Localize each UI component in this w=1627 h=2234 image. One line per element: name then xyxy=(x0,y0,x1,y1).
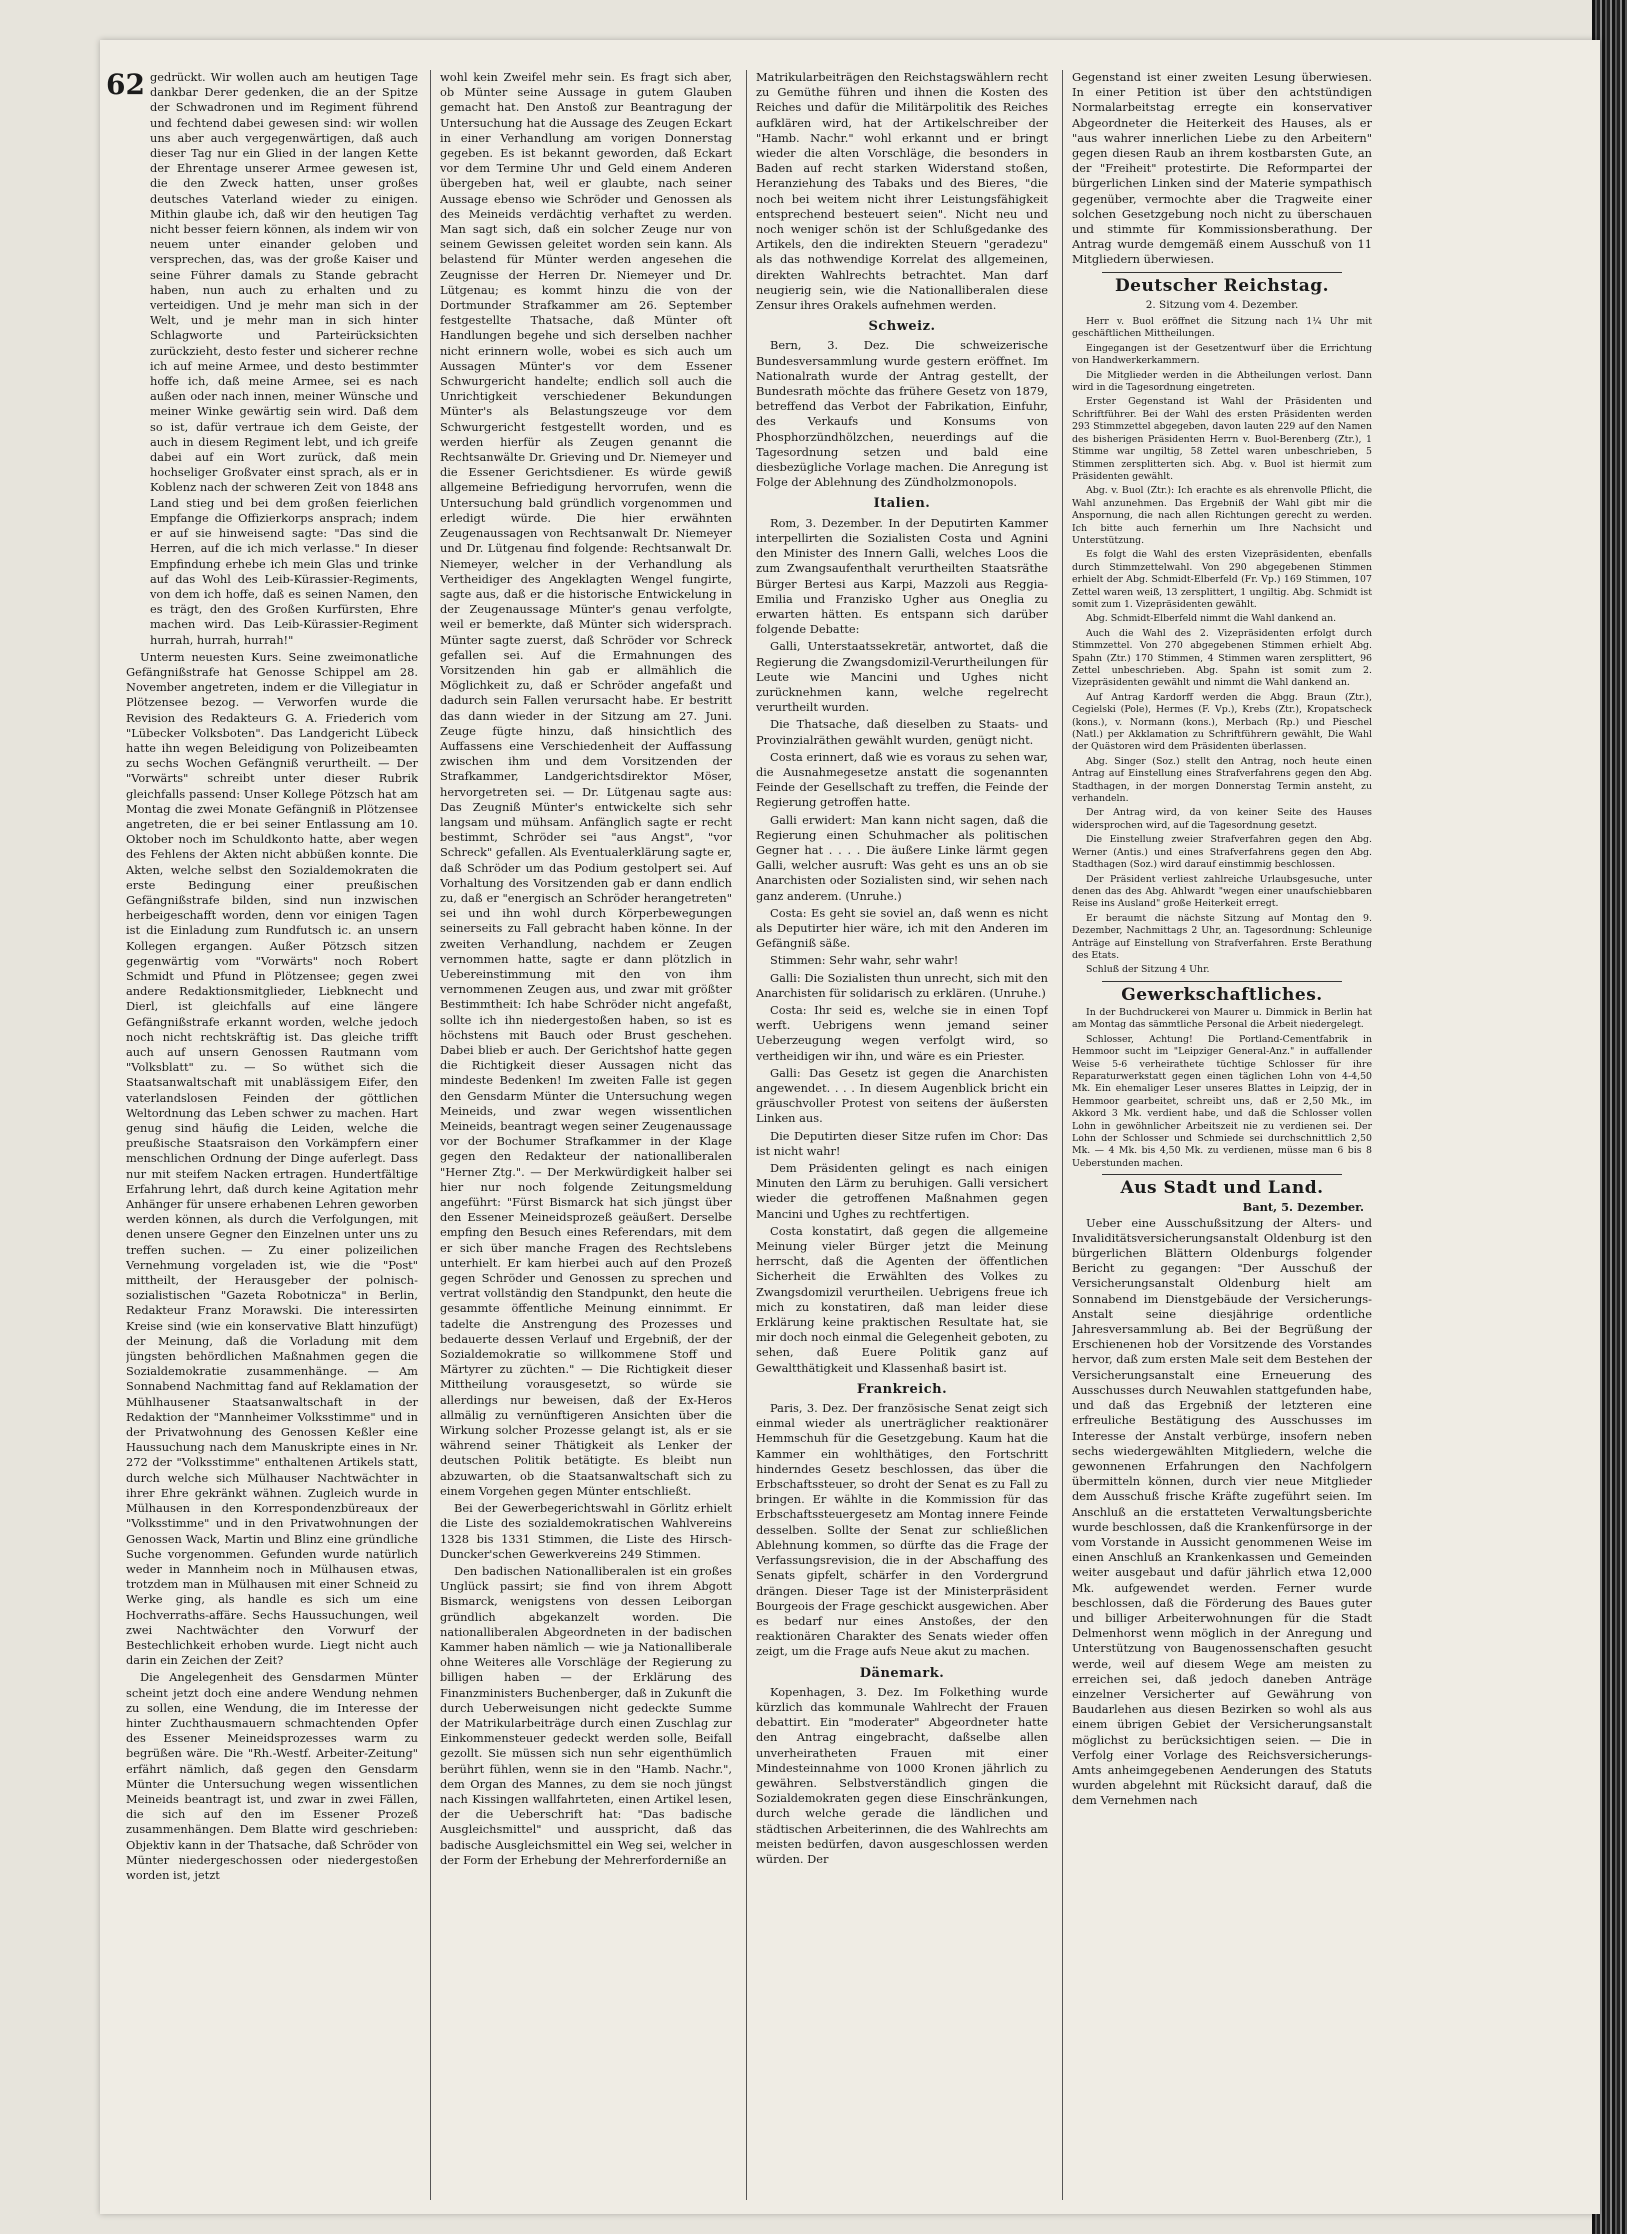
article-paragraph: Bern, 3. Dez. Die schweizerische Bundesversammlung wurde gestern eröffnet. Im Nationalrath wurde der Antrag gestellt, der Bundesrath möchte das frühere Gesetz von 1879, betreffend das Verbot der Fabrikation, Einfuhr, des Verkaufs und Konsums von Phosphorzündhölzchen, neuerdings auf die Tagesordnung setzen und bald eine diesbezügliche Vorlage machen. Die Anregung ist Folge der Ablehnung des Zündholzmonopols. xyxy=(756,338,1048,490)
column-rule xyxy=(746,70,747,2200)
article-paragraph: Ueber eine Ausschußsitzung der Alters- und Invaliditätsversicherungsanstalt Oldenburg ist den bürgerlichen Blättern Oldenburgs folgender Bericht zu gegangen: "Der Ausschuß der Versicherungsanstalt Oldenburg hielt am Sonnabend im Dienstgebäude der Versicherungs-Anstalt seine diesjährige ordentliche Jahresversammlung ab. Bei der Begrüßung der Erschienenen hob der Vorsitzende des Vorstandes hervor, daß zum ersten Male seit dem Bestehen der Versicherungsanstalt eine Erneuerung des Ausschusses durch Neuwahlen stattgefunden habe, und daß das Ergebniß der letzteren eine erfreuliche Bestätigung des Ausschusses im Interesse der Anstalt verbürge, insofern neben sechs wiedergewählten Mitgliedern, welche die gewonnenen Erfahrungen den Nachfolgern übermitteln können, durch vier neue Mitglieder dem Ausschuß frische Kräfte zugeführt seien. Im Anschluß an die erstatteten Verwaltungsberichte wurde beschlossen, daß die Krankenfürsorge in der vom Vorstande in Aussicht genommenen Weise im einen Anschluß an Krankenkassen und Gemeinden weiter ausgebaut und dafür jährlich etwa 12,000 Mk. aufgewendet werden. Ferner wurde beschlossen, daß die Förderung des Baues guter und billiger Arbeiterwohnungen für die Stadt Delmenhorst wenn möglich in der Anregung und Unterstützung von Baugenossenschaften gesucht werde, weil auf diesem Wege am meisten zu erreichen sei, daß jedoch daneben Anträge einzelner Versicherter auf Gewährung von Baudarlehen aus diesen Bezirken so wohl als aus einem übrigen Gebiet der Versicherungsanstalt möglichst zu berücksichtigen seien. — Die in Verfolg einer Vorlage des Reichsversicherungs-Amts anheimgegebenen Aenderungen des Statuts wurden abgelehnt mit Rücksicht darauf, daß die dem Vernehmen nach xyxy=(1072,1215,1372,1808)
sitting-subheading: 2. Sitzung vom 4. Dezember. xyxy=(1145,298,1299,311)
article-paragraph: Dem Präsidenten gelingt es nach einigen Minuten den Lärm zu beruhigen. Galli versichert wieder die getroffenen Maßnahmen gegen Mancini und Ughes zu rechtfertigen. xyxy=(756,1161,1048,1221)
section-heading-italien: Italien. xyxy=(873,496,931,512)
article-paragraph: Abg. v. Buol (Ztr.): Ich erachte es als ehrenvolle Pflicht, die Wahl anzunehmen. Das Ergebniß der Wahl gibt mir die Anspornung, die nach allen Richtungen gerecht zu werden. Ich bitte auch fernerhin um Ihre Nachsicht und Unterstützung. xyxy=(1072,485,1372,546)
section-divider xyxy=(1102,1174,1342,1175)
article-paragraph: Abg. Singer (Soz.) stellt den Antrag, noch heute einen Antrag auf Einstellung eines Strafverfahrens gegen den Abg. Stadthagen, in der morgen Donnerstag Termin ansteht, zu verhandeln. xyxy=(1072,755,1372,805)
article-paragraph: Die Deputirten dieser Sitze rufen im Chor: Das ist nicht wahr! xyxy=(756,1128,1048,1158)
article-paragraph: wohl kein Zweifel mehr sein. Es fragt sich aber, ob Münter seine Aussage in gutem Glauben gemacht hat. Den Anstoß zur Beantragung der Untersuchung hat die Aussage des Zeugen Eckart in einer Verhandlung am vorigen Donnerstag gegeben. Es ist bekannt geworden, daß Eckart vor dem Termine Uhr und Geld einem Anderen übergeben hat, weil er glaubte, nach seiner Aussage ebenso wie Schröder und Genossen als des Meineids verdächtig verhaftet zu werden. Man sagt sich, daß ein solcher Zeuge nur von seinem Gewissen geleitet worden sein kann. Als belastend für Münter werden angesehen die Zeugnisse der Herren Dr. Niemeyer und Dr. Lütgenau; es kommt hinzu die von der Dortmunder Strafkammer am 26. September festgestellte Thatsache, daß Münter oft Handlungen begehe und sich derselben nachher nicht erinnern wolle, wobei es sich auch um Aussagen Münter's vor dem Essener Schwurgericht handelte; endlich soll auch die Unrichtigkeit verschiedener Bekundungen Münter's als Belastungszeuge vor dem Schwurgericht festgestellt worden, und es werden hierfür als Zeugen genannt die Rechtsanwälte Dr. Grieving und Dr. Niemeyer und die Essener Gerichtsdiener. Es würde gewiß allgemeine Befriedigung hervorrufen, wenn die Untersuchung bald gründlich vorgenommen und erledigt würde. Die hier erwähnten Zeugenaussagen von Rechtsanwalt Dr. Niemeyer und Dr. Lütgenau find folgende: Rechtsanwalt Dr. Niemeyer, welcher in der Verhandlung als Vertheidiger des Angeklagten Wengel fungirte, sagte aus, daß er die historische Entwickelung in der Zeugenaussage Münter's genau verfolgte, weil er bemerkte, daß Münter sich widersprach. Münter sagte zuerst, daß Schröder vor Schreck gefallen sei. Auf die Ermahnungen des Vorsitzenden hin gab er allmählich die Möglichkeit zu, daß er Schröder angefaßt und dadurch sein Fallen verursacht habe. Er bestritt das dann wieder in der Sitzung am 27. Juni. Zeuge fügte hinzu, daß hinsichtlich des Auffassens eine Verschiedenheit der Auffassung zwischen ihm und dem Vorsitzenden der Strafkammer, Landgerichtsdirektor Möser, hervorgetreten sei. — Dr. Lütgenau sagte aus: Das Zeugniß Münter's entwickelte sich sehr langsam und mühsam. Anfänglich sagte er recht bestimmt, Schröder sei "aus Angst", "vor Schreck" gefallen. Als Eventualerklärung sagte er, daß Schröder um das Podium gestolpert sei. Auf Vorhaltung des Vorsitzenden gab er dann endlich zu, daß er "energisch an Schröder herangetreten" sei und ihn wohl durch Körperbewegungen seinerseits zu Fall gebracht haben könne. In der zweiten Verhandlung, nachdem er Zeugen vernommen hatte, sagte er dann plötzlich in Uebereinstimmung mit den von ihm vernommenen Zeugen aus, und zwar mit größter Bestimmtheit: Ich habe Schröder nicht angefaßt, sollte ich ihn niedergestoßen haben, so ist es höchstens mit Bauch oder Brust geschehen. Dabei blieb er auch. Der Gerichtshof hatte gegen die Richtigkeit dieser Aussagen nicht das mindeste Bedenken! Im zweiten Falle ist gegen den Gensdarm Münter die Untersuchung wegen Meineids, und zwar wegen wissentlichen Meineids, beantragt wegen seiner Zeugenaussage vor der Bochumer Strafkammer in der Klage gegen den Redakteur der nationalliberalen "Herner Ztg.". — Der Merkwürdigkeit halber sei hier nur noch folgende Zeitungsmeldung angeführt: "Fürst Bismarck hat sich jüngst über den Essener Meineidsprozeß geäußert. Derselbe empfing den Besuch eines Referendars, mit dem er sich über manche Fragen des Rechtslebens unterhielt. Er kam hierbei auch auf den Prozeß gegen Schröder und Genossen zu sprechen und vertrat vollständig den Standpunkt, den heute die gesammte öffentliche Meinung einnimmt. Er tadelte die Anstrengung des Prozesses und bedauerte dessen Verlauf und Ergebniß, der der Sozialdemokratie so willkommene Stoff und Märtyrer zu züchten." — Die Richtigkeit dieser Mittheilung vorausgesetzt, so würde sie allerdings nur beweisen, daß der Ex-Heros allmälig zu vernünftigeren Ansichten über die Wirkung solcher Prozesse gelangt ist, als er sie während seiner Thätigkeit als Lenker der deutschen Politik betätigte. Es bleibt nun abzuwarten, ob die Staatsanwaltschaft sich zu einem Vorgehen gegen Münter entschließt. xyxy=(440,70,732,1498)
article-paragraph: Eingegangen ist der Gesetzentwurf über die Errichtung von Handwerkerkammern. xyxy=(1072,342,1372,367)
article-paragraph: Herr v. Buol eröffnet die Sitzung nach 1¼ Uhr mit geschäftlichen Mittheilungen. xyxy=(1072,316,1372,340)
dateline: Bant, 5. Dezember. xyxy=(1242,1200,1364,1215)
page-number: 62 xyxy=(106,68,145,101)
article-paragraph: Costa: Es geht sie soviel an, daß wenn es nicht als Deputirter hier wäre, ich mit den Anderen im Gefängniß säße. xyxy=(756,905,1048,951)
section-heading-reichstag: Deutscher Reichstag. xyxy=(1114,275,1330,296)
section-heading-gewerkschaft: Gewerkschaftliches. xyxy=(1121,984,1323,1005)
section-heading-schweiz: Schweiz. xyxy=(868,319,936,335)
article-paragraph: Rom, 3. Dezember. In der Deputirten Kammer interpellirten die Sozialisten Costa und Agnini den Minister des Innern Galli, welches Loos die zum Zwangsaufenthalt verurtheilten Staatsräthe Bürger Bertesi aus Karpi, Mazzoli aus Reggia-Emilia und Franzisko Ugher aus Oneglia zu erwarten hätten. Es entspann sich darüber folgende Debatte: xyxy=(756,515,1048,637)
reichstag-report xyxy=(1072,316,1372,977)
article-paragraph: Kopenhagen, 3. Dez. Im Folkething wurde kürzlich das kommunale Wahlrecht der Frauen debattirt. Ein "moderater" Abgeordneter hatte den Antrag eingebracht, daßselbe allen unverheiratheten Frauen mit einer Mindesteinnahme von 1000 Kronen jährlich zu gewähren. Selbstverständlich gingen die Sozialdemokraten gegen diese Einschränkungen, durch welche gerade die ländlichen und städtischen Arbeiterinnen, die des Wahlrechts am meisten bedürfen, davon ausgeschlossen werden würden. Der xyxy=(756,1684,1048,1866)
article-paragraph: Auf Antrag Kardorff werden die Abgg. Braun (Ztr.), Cegielski (Pole), Hermes (F. Vp.), Krebs (Ztr.), Kropatscheck (kons.), v. Normann (kons.), Merbach (Rp.) und Pieschel (Natl.) per Akklamation zu Schriftführern gewählt, Die Wahl der Quästoren wird dem Präsidenten überlassen. xyxy=(1072,691,1372,753)
article-paragraph: Costa: Ihr seid es, welche sie in einen Topf werft. Uebrigens wenn jemand seiner Ueberzeugung wegen verfolgt wird, so vertheidigen wir ihn, und wäre es ein Priester. xyxy=(756,1002,1048,1063)
article-paragraph: Costa erinnert, daß wie es voraus zu sehen war, die Ausnahmegesetze anstatt die sogenannten Feinde der Gesellschaft zu treffen, die Feinde der Regierung getroffen hatte. xyxy=(756,749,1048,810)
article-paragraph: gedrückt. Wir wollen auch am heutigen Tage dankbar Derer gedenken, die an der Spitze der Schwadronen und im Regiment führend und fechtend dabei gewesen sind: wir wollen uns aber auch vergegenwärtigen, daß auch dieser Tag nur ein Glied in der langen Kette der Ehrentage unserer Armee gewesen ist, die den Zweck hatten, unser großes deutsches Vaterland wieder zu einigen. Mithin glaube ich, daß wir den heutigen Tag nicht besser feiern können, als indem wir von neuem unter einander geloben und versprechen, das, was der große Kaiser und seine Führer damals zu Stande gebracht haben, nun auch zu erhalten und zu verteidigen. Und je mehr man sich in der Welt, und je mehr man in sich hinter Schlagworte und Parteirücksichten zurückzieht, desto fester und sicherer rechne ich auf meine Armee, und desto bestimmter hoffe ich, daß meine Armee, sei es nach außen oder nach innen, meiner Wünsche und meiner Winke gewärtig sein wird. Daß dem so ist, dafür vertraue ich dem Geiste, der auch in diesem Regiment lebt, und ich greife dabei auf ein Wort zurück, daß mein hochseliger Großvater einst sprach, als er in Koblenz nach der schweren Zeit von 1848 ans Land stieg und bei dem großen feierlichen Empfange die Offizierkorps ansprach; indem er auf sie hinweisend sagte: "Das sind die Herren, auf die ich mich verlasse." In dieser Empfindung erhebe ich mein Glas und trinke auf das Wohl des Leib-Kürassier-Regiments, von dem ich hoffe, daß es seinen Namen, den es trägt, den des Großen Kurfürsten, Ehre machen wird. Das Leib-Kürassier-Regiment hurrah, hurrah, hurrah!" xyxy=(150,70,418,647)
section-heading-daenemark: Dänemark. xyxy=(859,1665,945,1681)
article-paragraph: Gegenstand ist einer zweiten Lesung überwiesen. In einer Petition ist über den achtstündigen Normalarbeitstag erregte ein konservativer Abgeordneter die Heiterkeit des Hauses, als er "aus wahrer innerlichen Liebe zu den Arbeitern" gegen diesen Raub an ihrem kostbarsten Gute, an der "Freiheit" protestirte. Die Reformpartei der bürgerlichen Linken sind der Materie sympathisch gegenüber, vermochte aber die Tragweite einer solchen Gesetzgebung noch nicht zu überschauen und stimmte für Kommissionsberathung. Der Antrag wurde demgemäß einem Ausschuß von 11 Mitgliedern überwiesen. xyxy=(1072,70,1372,267)
gewerkschaft-report xyxy=(1072,1007,1372,1170)
article-paragraph: Schluß der Sitzung 4 Uhr. xyxy=(1086,964,1210,976)
article-paragraph: Erster Gegenstand ist Wahl der Präsidenten und Schriftführer. Bei der Wahl des ersten Präsidenten werden 293 Stimmzettel abgegeben, davon lauten 229 auf den Namen des bisherigen Präsidenten Herrn v. Buol-Berenberg (Ztr.), 1 Stimme war ungiltig, 58 Zettel waren unbeschrieben, 5 Stimmen zersplitterten sich. Abg. v. Buol ist hiermit zum Präsidenten gewählt. xyxy=(1072,396,1372,482)
section-divider xyxy=(1102,981,1342,982)
article-paragraph: Matrikularbeiträgen den Reichstagswählern recht zu Gemüthe führen und ihnen die Kosten des Reiches und dafür die Militärpolitik des Reiches aufklären wird, hat der Artikelschreiber der "Hamb. Nachr." wohl erkannt und er bringt wieder die alten Vorschläge, die besonders in Baden auf recht starken Widerstand stoßen, Heranziehung des Tabaks und des Bieres, "die noch bei weitem nicht ihrer Leistungsfähigkeit entsprechend besteuert seien". Nicht neu und noch weniger schön ist der Schlußgedanke des Artikels, den die indirekten Steuern "geradezu" als das nothwendige Korrelat des allgemeinen, direkten Wahlrechts betrachtet. Man darf neugierig sein, wie die Nationalliberalen diese Zensur ihres Orakels aufnehmen werden. xyxy=(756,70,1048,313)
article-paragraph: Stimmen: Sehr wahr, sehr wahr! xyxy=(770,953,959,968)
column-2 xyxy=(440,70,732,2200)
article-paragraph: Galli erwidert: Man kann nicht sagen, daß die Regierung einen Schuhmacher als politischen Gegner hat . . . . Die äußere Linke lärmt gegen Galli, welcher ausruft: Was geht es uns an ob sie Anarchisten oder Sozialisten sind, wir sehen nach ganz anderem. (Unruhe.) xyxy=(756,812,1048,903)
article-paragraph: Es folgt die Wahl des ersten Vizepräsidenten, ebenfalls durch Stimmzettelwahl. Von 290 abgegebenen Stimmen erhielt der Abg. Schmidt-Elberfeld (Fr. Vp.) 169 Stimmen, 107 Zettel waren weiß, 13 zersplittert, 1 ungiltig. Abg. Schmidt ist somit zum 1. Vizepräsidenten gewählt. xyxy=(1072,549,1372,610)
column-4 xyxy=(1072,70,1372,2200)
column-3 xyxy=(756,70,1048,2200)
newspaper-page xyxy=(100,40,1600,2214)
column-rule xyxy=(430,70,431,2200)
article-paragraph: Den badischen Nationalliberalen ist ein großes Unglück passirt; sie find von ihrem Abgott Bismarck, wenigstens von dessen Leiborgan gründlich abgekanzelt worden. Die nationalliberalen Abgeordneten in der badischen Kammer haben nämlich — wie ja Nationalliberale ohne Weiteres alle Vorschläge der Regierung zu billigen haben — der Erklärung des Finanzministers Buchenberger, daß in Zukunft die durch Ueberweisungen nicht gedeckte Summe der Matrikularbeiträge durch einen Zuschlag zur Einkommensteuer gedeckt werden solle, Beifall gezollt. Sie müssen sich nun sehr eigenthümlich berührt fühlen, wenn sie in den "Hamb. Nachr.", dem Organ des Mannes, zu dem sie noch jüngst nach Kissingen wallfahrteten, einen Artikel lesen, der die Ueberschrift hat: "Das badische Ausgleichsmittel" und ausspricht, daß das badische Ausgleichsmittel ein Weg sei, welcher in der Form der Erhebung der Mehrerforderniße an xyxy=(440,1563,732,1867)
article-paragraph: Die Einstellung zweier Strafverfahren gegen den Abg. Werner (Antis.) und eines Strafverfahrens gegen den Abg. Stadthagen (Soz.) wird darauf einstimmig beschlossen. xyxy=(1072,834,1372,871)
section-heading-stadt-und-land: Aus Stadt und Land. xyxy=(1120,1178,1324,1199)
article-paragraph: Die Mitglieder werden in die Abtheilungen verlost. Dann wird in die Tagesordnung eingetreten. xyxy=(1072,369,1372,394)
column-rule xyxy=(1062,70,1063,2200)
article-paragraph: Unterm neuesten Kurs. Seine zweimonatliche Gefängnißstrafe hat Genosse Schippel am 28. November angetreten, indem er die Villegiatur in Plötzensee bezog. — Verworfen wurde die Revision des Redakteurs G. A. Friederich vom "Lübecker Volksboten". Das Landgericht Lübeck hatte ihn wegen Beleidigung von Polizeibeamten zu sechs Wochen Gefängniß verurtheilt. — Der "Vorwärts" schreibt unter dieser Rubrik gleichfalls passend: Unser Kollege Pötzsch hat am Montag die zwei Monate Gefängniß in Plötzensee angetreten, die er bei seiner Entlassung am 10. Oktober noch im Schuldkonto hatte, aber wegen des Fehlens der Akten nicht abbüßen konnte. Die Akten, welche selbst den Sozialdemokraten die erste Bedingung einer preußischen Gefängnißstrafe bilden, sind nun inzwischen herbeigeschafft worden, denn vor einigen Tagen ist die Einladung zum Rundfutsch ic. an unsern Kollegen ergangen. Außer Pötzsch sitzen gegenwärtig vom "Vorwärts" noch Robert Schmidt und Pfund in Plötzensee; gegen zwei andere Redaktionsmitglieder, Liebknecht und Dierl, ist gleichfalls auf eine längere Gefängnißstrafe erkannt worden, welche jedoch noch nicht rechtskräftig ist. Das gleiche trifft auch auf unsern Genossen Rautmann vom "Volksblatt" zu. — So wüthet sich die Staatsanwaltschaft mit unablässigem Eifer, den vaterlandslosen Feinden der göttlichen Weltordnung das Leben schwer zu machen. Hart genug sind häufig die Leiden, welche die preußische Staatsraison den Vorkämpfern einer menschlichen Ordnung der Dinge auferlegt. Dass nur mit steifem Nacken ertragen. Hundertfältige Erfahrung lehrt, daß durch keine Agitation mehr Anhänger für unsere erhabenen Lehren geworben werden können, als durch die Verfolgungen, mit denen unsere Gegner den Einzelnen unter uns zu treffen suchen. — Zu einer polizeilichen Vernehmung vorgeladen ist, wie die "Post" mittheilt, der Herausgeber der polnisch-sozialistischen "Gazeta Robotnicza" in Berlin, Redakteur Franz Morawski. Die interessirten Kreise sind (wie ein konservative Blatt hinzufügt) der Meinung, daß die Vorladung mit dem jüngsten behördlichen Maßnahmen gegen die Sozialdemokratie zusammenhänge. — Am Sonnabend Nachmittag fand auf Reklamation der Mühlhausener Staatsanwaltschaft in der Redaktion der "Mannheimer Volksstimme" und in der Privatwohnung des Genossen Keßler eine Haussuchung nach dem Manuskripte eines in Nr. 272 der "Volksstimme" enthaltenen Artikels statt, durch welche sich Mülhauser Nachtwächter in ihrer Ehre gekränkt wähnen. Zugleich wurde in Mülhausen in den Korrespondenzbüreaux der "Volksstimme" und in den Privatwohnungen der Genossen Wack, Martin und Blinz eine gründliche Suche vorgenommen. Gefunden wurde natürlich weder in Mannheim noch in Mülhausen etwas, trotzdem man in Mülhausen mit einer Schneid zu Werke ging, als handle es sich um eine Hochverraths-affäre. Sechs Haussuchungen, weil zwei Nachtwächter den Vorwurf der Bestechlichkeit erhoben wurde. Liegt nicht auch darin ein Zeichen der Zeit? xyxy=(126,649,418,1668)
article-paragraph: Die Angelegenheit des Gensdarmen Münter scheint jetzt doch eine andere Wendung nehmen zu sollen, eine Wendung, die im Interesse der hinter Zuchthausmauern schmachtenden Opfer des Essener Meineidsprozesses warm zu begrüßen wäre. Die "Rh.-Westf. Arbeiter-Zeitung" erfährt nämlich, daß gegen den Gensdarm Münter die Untersuchung wegen wissentlichen Meineids beantragt ist, und zwar in zwei Fällen, die sich auf den im Essener Prozeß zusammenhängen. Dem Blatte wird geschrieben: Objektiv kann in der Thatsache, daß Schröder von Münter niedergeschossen oder niedergestoßen worden ist, jetzt xyxy=(126,1670,418,1882)
article-paragraph: Bei der Gewerbegerichtswahl in Görlitz erhielt die Liste des sozialdemokratischen Wahlvereins 1328 bis 1331 Stimmen, die Liste des Hirsch-Duncker'schen Gewerkvereins 249 Stimmen. xyxy=(440,1501,732,1561)
article-paragraph: Paris, 3. Dez. Der französische Senat zeigt sich einmal wieder als unerträglicher reaktionärer Hemmschuh für die Gesetzgebung. Kaum hat die Kammer ein wohlthätiges, den Fortschritt hinderndes Gesetz beschlossen, das über die Erbschaftssteuer, so droht der Senat es zu Fall zu bringen. Er wählte in die Kommission für das Erbschaftssteuergesetz am Montag innere Feinde desselben. Sollte der Senat zur schließlichen Ablehnung kommen, so dürfte das die Frage der Verfassungsrevision, die in der Abschaffung des Senats gipfelt, schärfer in den Vordergrund drängen. Dieser Tage ist der Ministerpräsident Bourgeois der Frage geschickt ausgewichen. Aber es bedarf nur eines Anstoßes, der den reaktionären Charakter des Senats wieder offen zeigt, um die Frage aufs Neue akut zu machen. xyxy=(756,1401,1048,1659)
article-paragraph: In der Buchdruckerei von Maurer u. Dimmick in Berlin hat am Montag das sämmtliche Personal die Arbeit niedergelegt. xyxy=(1072,1006,1372,1031)
article-paragraph: Galli, Unterstaatssekretär, antwortet, daß die Regierung die Zwangsdomizil-Verurtheilungen für Leute wie Mancini und Ughes nicht zurücknehmen kann, welche regelrecht verurtheilt wurden. xyxy=(756,639,1048,715)
section-divider xyxy=(1102,272,1342,273)
article-paragraph: Der Antrag wird, da von keiner Seite des Hauses widersprochen wird, auf die Tagesordnung gesetzt. xyxy=(1072,807,1372,831)
column-1 xyxy=(126,70,418,2200)
article-paragraph: Der Präsident verliest zahlreiche Urlaubsgesuche, unter denen das des Abg. Ahlwardt "wegen einer unaufschiebbaren Reise ins Ausland" große Heiterkeit erregt. xyxy=(1072,873,1372,910)
article-paragraph: Galli: Das Gesetz ist gegen die Anarchisten angewendet. . . . In diesem Augenblick bricht ein gräuschvoller Protest von seitens der äußersten Linken aus. xyxy=(756,1065,1048,1126)
article-paragraph: Abg. Schmidt-Elberfeld nimmt die Wahl dankend an. xyxy=(1086,613,1337,625)
section-heading-frankreich: Frankreich. xyxy=(856,1381,948,1397)
article-paragraph: Die Thatsache, daß dieselben zu Staats- und Provinzialräthen gewählt wurden, genügt nicht. xyxy=(756,717,1048,747)
article-paragraph: Er beraumt die nächste Sitzung auf Montag den 9. Dezember, Nachmittags 2 Uhr, an. Tagesordnung: Schleunige Anträge auf Einstellung von Strafverfahren. Erste Berathung des Etats. xyxy=(1072,912,1372,961)
article-paragraph: Costa konstatirt, daß gegen die allgemeine Meinung vieler Bürger jetzt die Meinung herrscht, daß die Agenten der öffentlichen Sicherheit die Erwählten des Volkes zu Zwangsdomizil verurtheilen. Uebrigens freue ich mich zu konstatiren, daß man leider diese Erklärung keine praktischen Resultate hat, sie mir doch noch einmal die Gelegenheit geboten, zu sehen, daß Euere Politik ganz auf Gewaltthätigkeit und Klassenhaß basirt ist. xyxy=(756,1223,1048,1375)
article-paragraph: Galli: Die Sozialisten thun unrecht, sich mit den Anarchisten für solidarisch zu erklären. (Unruhe.) xyxy=(756,970,1048,1000)
article-paragraph: Auch die Wahl des 2. Vizepräsidenten erfolgt durch Stimmzettel. Von 270 abgegebenen Stimmen erhielt Abg. Spahn (Ztr.) 170 Stimmen, 4 Stimmen waren zersplittert, 96 Zettel unbeschrieben. Abg. Spahn ist somit zum 2. Vizepräsidenten gewählt und nimmt die Wahl dankend an. xyxy=(1072,627,1372,689)
article-paragraph: Schlosser, Achtung! Die Portland-Cementfabrik in Hemmoor sucht im "Leipziger General-Anz." in auffallender Weise 5-6 verheirathete tüchtige Schlosser für ihre Reparaturwerkstatt gegen einen täglichen Lohn von 4-4,50 Mk. Ein ehemaliger Leser unseres Blattes in Leipzig, der in Hemmoor gearbeitet, schreibt uns, daß er 2,50 Mk., im Akkord 3 Mk. verdient habe, und daß die Schlosser vollen Lohn in gewöhnlicher Arbeitszeit nie zu verdienen sei. Der Lohn der Schlosser und Schmiede sei durchschnittlich 2,50 Mk. — 4 Mk. bis 4,50 Mk. zu verdienen, müsse man 6 bis 8 Ueberstunden machen. xyxy=(1072,1033,1372,1169)
